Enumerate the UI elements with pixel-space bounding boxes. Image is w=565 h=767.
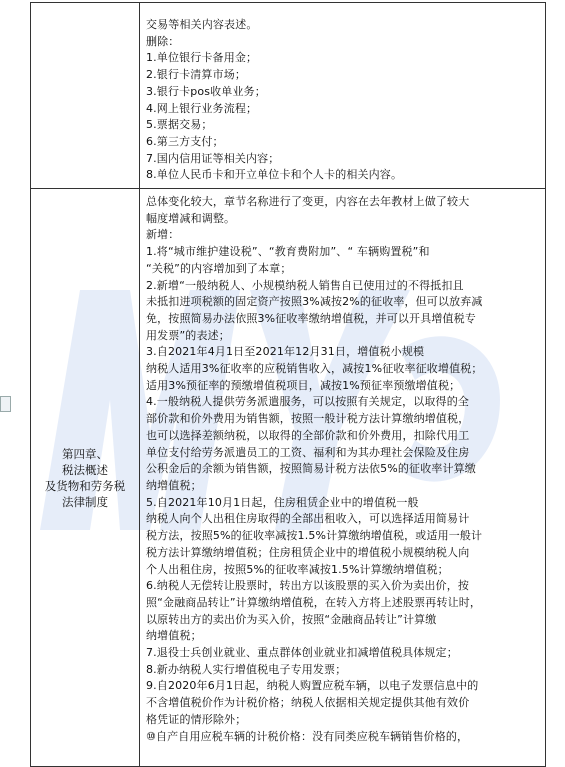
text-line: 删除： <box>146 34 180 48</box>
chapter-title-line: 及货物和劳务税 <box>44 478 126 493</box>
text-line: 单位支付给劳务派遣员工的工资、福利和为其办理社会保险及住房 <box>146 445 470 459</box>
text-line: 7.国内信用证等相关内容； <box>146 151 280 165</box>
text-line: 未抵扣进项税额的固定资产按照3%减按2%的征收率，但可以放弃减 <box>146 295 483 309</box>
text-line: 纳增值税； <box>146 478 202 492</box>
text-line: 纳税人向个人出租住房取得的全部出租收入，可以选择适用简易计 <box>146 512 470 526</box>
table-row <box>31 3 546 189</box>
text-line: 总体变化较大，章节名称进行了变更，内容在去年教材上做了较大 <box>146 195 470 209</box>
text-line: 3.自2021年4月1日至2021年12月31日，增值税小规模 <box>146 345 425 359</box>
text-line: 税方法计算缴纳增值税；住房租赁企业中的增值税小规模纳税人向 <box>146 545 470 559</box>
text-line: 公积金后的余额为销售额，按照简易计税方法依5%的征收率计算缴 <box>146 462 476 476</box>
text-line: 7.退役士兵创业就业、重点群体创业就业扣减增值税具体规定； <box>146 646 458 660</box>
side-marker-icon <box>0 396 11 412</box>
text-line: 适用3%预征率的预缴增值税项目，减按1%预征率预缴增值税； <box>146 378 461 392</box>
changes-cell <box>140 189 546 767</box>
text-line: 4.一般纳税人提供劳务派遣服务，可以按照有关规定，以取得的全 <box>146 395 469 409</box>
text-line: 用发票”的表述； <box>146 328 230 342</box>
text-line: 部价款和价外费用为销售额，按照一般计税方法计算缴纳增值税， <box>146 412 470 426</box>
text-line: ⑩自产自用应税车辆的计税价格：没有同类应税车辆销售价格的， <box>146 729 469 743</box>
text-line: 1.将“城市维护建设税”、“教育费附加”、“ 车辆购置税”和 <box>146 245 430 259</box>
text-line: 2.新增“一般纳税人、小规模纳税人销售自已使用过的不得抵扣且 <box>146 278 464 292</box>
text-line: 9.自2020年6月1日起，纳税人购置应税车辆，以电子发票信息中的 <box>146 679 479 693</box>
text-line: 纳增值税； <box>146 629 202 643</box>
chapter-title-line: 法律制度 <box>62 494 108 509</box>
chapter-cell-empty <box>31 3 140 189</box>
text-line: 8.单位人民币卡和开立单位卡和个人卡的相关内容。 <box>146 168 403 182</box>
chapter-cell <box>31 189 140 767</box>
text-line: 照“金融商品转让”计算缴纳增值税，在转入方将上述股票再转让时， <box>146 595 482 609</box>
text-line: 也可以选择差额纳税，以取得的全部价款和价外费用，扣除代用工 <box>146 428 470 442</box>
content-table <box>30 2 546 767</box>
text-line: “关税”的内容增加到了本章； <box>146 261 292 275</box>
text-line: 纳税人适用3%征收率的应税销售收入，减按1%征收率征收增值税； <box>146 362 483 376</box>
chapter-title-line: 第四章、 <box>62 446 108 461</box>
text-line: 8.新办纳税人实行增值税电子专用发票； <box>146 662 347 676</box>
text-line: 以原转出方的卖出价为买入价，按照“金融商品转让”计算缴 <box>146 612 437 626</box>
chapter-title-line: 税法概述 <box>62 462 108 477</box>
text-line: 6.纳税人无偿转让股票时，转出方以该股票的买入价为卖出价，按 <box>146 579 469 593</box>
text-line: 新增： <box>146 228 180 242</box>
text-line: 2.银行卡清算市场； <box>146 68 246 82</box>
text-line: 税方法，按照5%的征收率减按1.5%计算缴纳增值税，或适用一般计 <box>146 529 483 543</box>
text-line: 6.第三方支付； <box>146 134 224 148</box>
text-line: 3.银行卡pos收单业务； <box>146 84 266 98</box>
text-line: 不含增值税价作为计税价格；纳税人依据相关规定提供其他有效价 <box>146 696 470 710</box>
text-line: 5.票据交易； <box>146 118 213 132</box>
text-line: 1.单位银行卡备用金； <box>146 51 258 65</box>
table-row <box>31 189 546 767</box>
text-line: 格凭证的情形除外； <box>146 712 247 726</box>
text-line: 4.网上银行业务流程； <box>146 101 258 115</box>
text-line: 个人出租住房，按照5%的征收率减按1.5%计算缴纳增值税； <box>146 562 449 576</box>
text-line: 幅度增减和调整。 <box>146 211 236 225</box>
text-line: 5.自2021年10月1日起，住房租赁企业中的增值税一般 <box>146 495 419 509</box>
text-line: 免，按照简易办法依照3%征收率缴纳增值税，并可以开具增值税专 <box>146 311 476 325</box>
text-line: 交易等相关内容表述。 <box>146 18 258 31</box>
changes-cell <box>140 3 546 189</box>
